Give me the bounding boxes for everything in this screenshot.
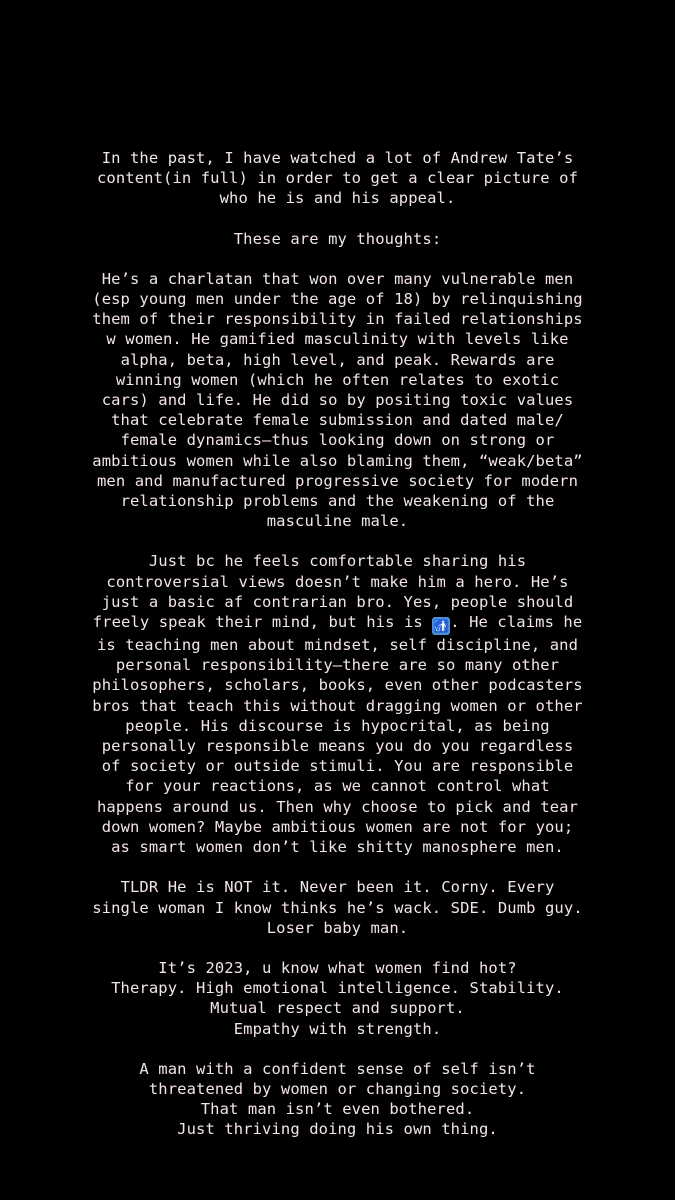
tldr-paragraph: TLDR He is NOT it. Never been it. Corny. Every single woman I know thinks he’s wack. SDE. Dumb guy. Loser baby man. (92, 878, 583, 937)
thoughts-heading: These are my thoughts: (233, 229, 442, 248)
contrarian-paragraph (58, 551, 617, 857)
charlatan-paragraph: He’s a charlatan that won over many vulnerable men (esp young men under the age of 18) by relinquishing them of their responsibility in failed relationships w women. He gamified masculinity with levels like alpha, beta, high level, and peak. Rewards are winning women (which he often relates to exotic cars) and life. He did so by positing toxic values that celebrate female submission and dated male/ female dynamics—thus looking down on strong or ambitious women while also blaming them, “weak/beta” men and manufactured progressive society for modern relationship problems and the weakening of the masculine male. (92, 269, 583, 531)
put-litter-in-its-place-icon: 🚮 (433, 619, 449, 634)
confident-man-paragraph: A man with a confident sense of self isn’t threatened by women or changing society. That man isn’t even bothered. Just thriving doing his own thing. (139, 1059, 536, 1139)
story-text-block (0, 148, 675, 1160)
contrarian-text-after-emoji: . He claims he is teaching men about mindset, self discipline, and personal responsibility—there are so many other philosophers, scholars, books, even other podcasters bros that teach this without dragging women or other people. His discourse is hypocrital, as being personally responsible means you do you regardless of society or outside stimuli. You are responsible for your reactions, as we cannot control what happens around us. Then why choose to pick and tear down women? Maybe ambitious women are not for you; as smart women don’t like shitty manosphere men. (92, 613, 583, 857)
women-find-hot-paragraph: It’s 2023, u know what women find hot? Therapy. High emotional intelligence. Stability. Mutual respect and support. Empathy with strength. (111, 958, 564, 1038)
contrarian-text-before-emoji: Just bc he feels comfortable sharing his controversial views doesn’t make him a hero. He’s just a basic af contrarian bro. Yes, people should freely speak their mind, but his is (92, 552, 574, 632)
intro-paragraph: In the past, I have watched a lot of Andrew Tate’s content(in full) in order to get a clear picture of who he is and his appeal. (96, 149, 579, 208)
